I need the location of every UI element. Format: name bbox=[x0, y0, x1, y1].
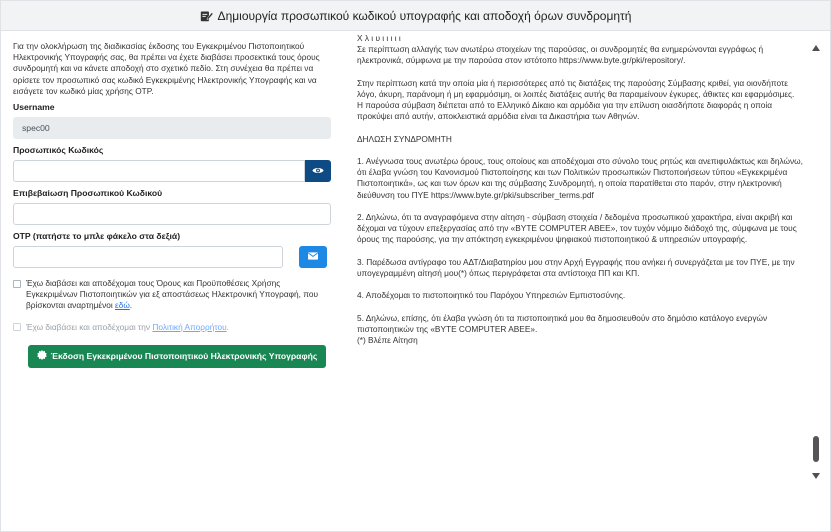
terms-paragraph: 1. Ανέγνωσα τους ανωτέρω όρους, τους οποίους και αποδέχομαι στο σύνολο τους ρητώς και ανεπιφυλάκτως και δηλώνω, ότι έλαβα γνώση του Κανονισμού Πιστοποίησης και των Πολιτικών προσωπικών Πιστοποιήσεων τύπου «Εγκεκριμένα Πιστοποιητικά», ως και των όρων και της σύμβασης Συνδρομητή, η οποία παρατίθεται στο παρόν, στην ηλεκτρονική διεύθυνση του ΠΥΕ https://www.byte.gr/pki/subscriber_terms.pdf bbox=[357, 155, 803, 200]
terms-paragraph: 2. Δηλώνω, ότι τα αναγραφόμενα στην αίτηση - σύμβαση στοιχεία / δεδομένα προσωπικού χαρακτήρα, είναι ακριβή και δέχομαι να τύχουν επεξεργασίας από την «BYTE COMPUTER ABEE», τον τυχόν νόμιμο διάδοχό της, σύμφωνα με τους όρους της παρούσης, για την απόκτηση εγκεκριμένου ψηφιακού πιστοποιητικού & υπηρεσιών υπογραφής. bbox=[357, 211, 797, 245]
username-field: spec00 bbox=[13, 117, 331, 139]
otp-label: OTP (πατήστε το μπλε φάκελο στα δεξιά) bbox=[13, 231, 181, 242]
privacy-check-row bbox=[13, 322, 331, 333]
scroll-down-arrow-icon[interactable] bbox=[812, 473, 820, 479]
issue-certificate-label: Έκδοση Εγκεκριμένου Πιστοποιητικού Ηλεκτρονικής Υπογραφής bbox=[50, 351, 318, 362]
privacy-policy-link[interactable]: Πολιτική Απορρήτου bbox=[152, 321, 227, 332]
terms-paragraph: 3. Παρέδωσα αντίγραφο του ΑΔΤ/Διαβατηρίου μου στην Αρχή Εγγραφής που ανήκει ή συνεργάζεται με τον ΠΥΕ, με την υπογεγραμμένη αίτησή μου(*) όπως περιγράφεται στα αντίστοιχα ΠΠ και ΚΠ. bbox=[357, 256, 795, 278]
terms-scrollbar[interactable] bbox=[810, 45, 824, 481]
terms-link[interactable]: εδώ bbox=[115, 300, 130, 311]
terms-paragraph: Στην περίπτωση κατά την οποία μία ή περισσότερες από τις διατάξεις της παρούσης Σύμβασης κριθεί, για οιονδήποτε λόγο, άκυρη, παράνομη ή μη εφαρμόσιμη, οι λοιπές διατάξεις αυτής θα παραμείνουν έγκυρες, άθικτες και εφαρμόσιμες. bbox=[357, 77, 795, 99]
terms-paragraph: 4. Αποδέχομαι το πιστοποιητικό του Παρόχου Υπηρεσιών Εμπιστοσύνης. bbox=[357, 290, 626, 301]
confirm-password-label: Επιβεβαίωση Προσωπικού Κωδικού bbox=[13, 188, 163, 199]
scroll-up-arrow-icon[interactable] bbox=[812, 45, 820, 51]
terms-heading: ΔΗΛΩΣΗ ΣΥΝΔΡΟΜΗΤΗ bbox=[357, 133, 452, 144]
terms-checkbox[interactable] bbox=[13, 280, 21, 288]
password-group bbox=[13, 160, 331, 182]
edit-sign-icon bbox=[200, 9, 213, 22]
scroll-thumb[interactable] bbox=[813, 436, 819, 462]
otp-field[interactable] bbox=[13, 246, 283, 268]
privacy-check-label: Έχω διαβάσει και αποδέχομαι την Πολιτική Απορρήτου. bbox=[26, 321, 229, 332]
otp-group bbox=[13, 246, 331, 268]
terms-check-row bbox=[13, 278, 331, 312]
username-label: Username bbox=[13, 102, 55, 113]
issue-certificate-button[interactable] bbox=[28, 345, 326, 368]
envelope-icon bbox=[308, 252, 318, 262]
intro-text: Για την ολοκλήρωση της διαδικασίας έκδοσης του Εγκεκριμένου Πιστοποιητικού Ηλεκτρονικής Υπογραφής σας, θα πρέπει να έχετε διαβάσει προσεκτικά τους όρους συνδρομητή και να κάνετε αποδοχή στο σχετικό πεδίο. Στη συνέχεια θα πρέπει να ορίσετε τον προσωπικό σας κωδικό Εγκεκριμένης Ηλεκτρονικής Υπογραφής και να εισάγετε τον κωδικό μίας χρήσης OTP. bbox=[13, 41, 320, 96]
password-label: Προσωπικός Κωδικός bbox=[13, 145, 104, 156]
certificate-badge-icon bbox=[37, 350, 47, 362]
eye-icon bbox=[312, 166, 324, 177]
terms-cut-line: Χ λ ι υ ι ι ι ι ι bbox=[357, 33, 401, 43]
card-header bbox=[1, 1, 830, 31]
terms-paragraph: Η παρούσα σύμβαση διέπεται από το Ελληνικό Δίκαιο και αρμόδια για την επίλυση οιασδήποτε διαφοράς η οποία προκύψει από αυτήν, αποκλειστικά αρμόδια είναι τα Δικαστήρια των Αθηνών. bbox=[357, 100, 773, 122]
password-field[interactable] bbox=[13, 160, 305, 182]
signature-form bbox=[13, 41, 331, 368]
privacy-checkbox[interactable] bbox=[13, 323, 21, 331]
terms-paragraph: Σε περίπτωση αλλαγής των ανωτέρω στοιχείων της παρούσας, οι συνδρομητές θα ενημερώνονται εγγράφως ή ηλεκτρονικά, σύμφωνα με την παρούσα στον ιστότοπο https://www.byte.gr/pki/repository/. bbox=[357, 44, 764, 66]
page-title: Δημιουργία προσωπικού κωδικού υπογραφής και αποδοχή όρων συνδρομητή bbox=[217, 8, 632, 23]
terms-paragraph: 5. Δηλώνω, επίσης, ότι έλαβα γνώση ότι τα πιστοποιητικά μου θα δημοσιευθούν στο δημόσιο κατάλογο ενεργών πιστοποιητικών της «BYTE COMPUTER ABEE». bbox=[357, 312, 768, 334]
terms-scroll-area[interactable] bbox=[347, 33, 807, 515]
show-password-button[interactable] bbox=[305, 160, 331, 182]
terms-content bbox=[357, 33, 805, 358]
terms-check-label: Έχω διαβάσει και αποδέχομαι τους Όρους και Προϋποθέσεις Χρήσης Εγκεκριμένων Πιστοποιητικών για εξ αποστάσεως Ηλεκτρονική Υπογραφή, που βρίσκονται αναρτημένοι εδώ. bbox=[26, 278, 318, 311]
confirm-password-field[interactable] bbox=[13, 203, 331, 225]
send-otp-button[interactable] bbox=[299, 246, 327, 268]
terms-note: (*) Βλέπε Αίτηση bbox=[357, 335, 418, 346]
